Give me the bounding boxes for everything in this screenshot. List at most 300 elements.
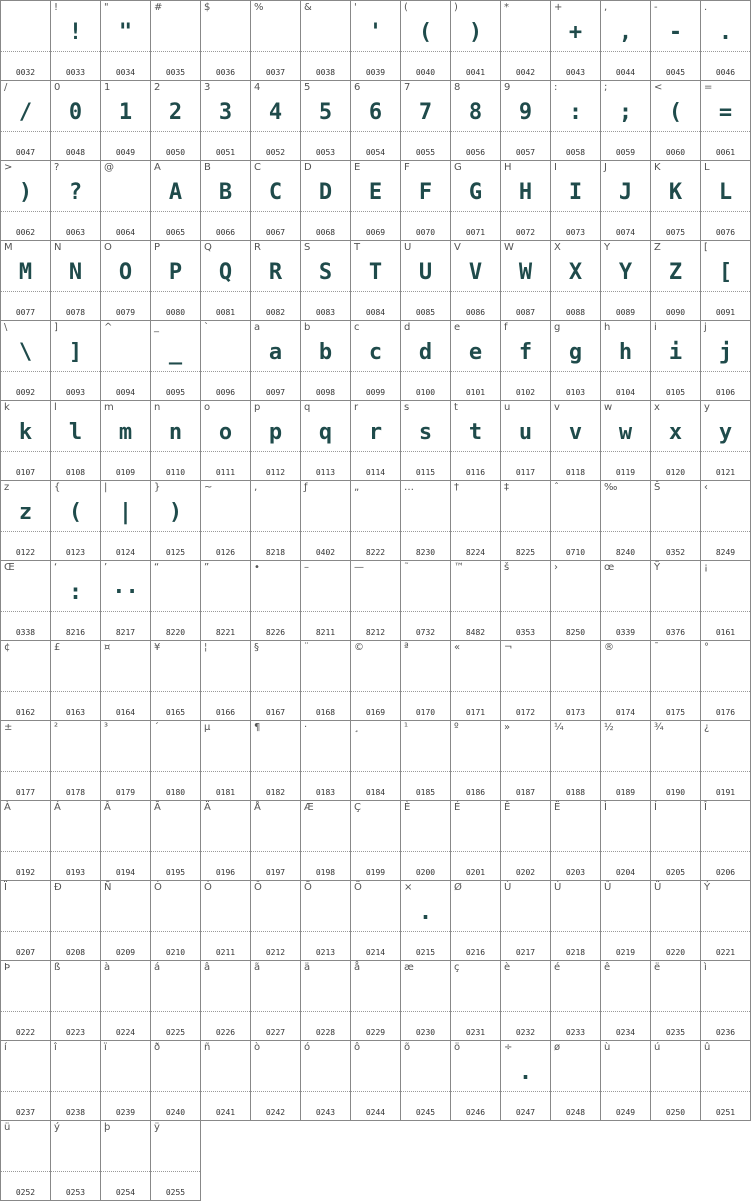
baseline-divider [651, 531, 700, 532]
baseline-divider [101, 1091, 150, 1092]
glyph-sample: i [668, 340, 683, 365]
glyph-cell [301, 961, 351, 1041]
baseline-divider [51, 611, 100, 612]
cell-code: 0057 [515, 148, 536, 157]
glyph-cell [51, 241, 101, 321]
cell-code: 0211 [215, 948, 236, 957]
cell-char-label: Á [54, 802, 61, 813]
cell-char-label: ë [654, 962, 661, 973]
glyph-cell [201, 1, 251, 81]
cell-char-label: ó [304, 1042, 311, 1053]
glyph-cell [551, 801, 601, 881]
cell-char-label: ‰ [604, 482, 618, 493]
cell-code: 0214 [365, 948, 386, 957]
glyph-cell [201, 801, 251, 881]
cell-char-label: Ã [154, 802, 161, 813]
glyph-cell [601, 561, 651, 641]
cell-char-label: t [454, 402, 458, 413]
glyph-sample: [ [718, 260, 733, 285]
cell-code: 0109 [115, 468, 136, 477]
baseline-divider [51, 771, 100, 772]
glyph-cell [301, 641, 351, 721]
cell-code: 0254 [115, 1188, 136, 1197]
glyph-sample: 6 [368, 100, 383, 125]
cell-char-label: À [4, 802, 11, 813]
glyph-cell [151, 561, 201, 641]
glyph-cell [1, 1, 51, 81]
baseline-divider [651, 1091, 700, 1092]
baseline-divider [201, 211, 250, 212]
baseline-divider [151, 1011, 200, 1012]
cell-code: 0181 [215, 788, 236, 797]
glyph-sample: y [718, 420, 733, 445]
glyph-cell [51, 961, 101, 1041]
baseline-divider [551, 611, 600, 612]
glyph-cell [201, 81, 251, 161]
glyph-cell [501, 321, 551, 401]
glyph-cell [201, 561, 251, 641]
cell-char-label: g [554, 322, 561, 333]
baseline-divider [501, 451, 550, 452]
cell-code: 0339 [615, 628, 636, 637]
cell-code: 0123 [65, 548, 86, 557]
cell-code: 0180 [165, 788, 186, 797]
cell-code: 8222 [365, 548, 386, 557]
glyph-sample: ·· [112, 580, 139, 605]
glyph-cell [51, 401, 101, 481]
glyph-sample: . [418, 900, 433, 925]
cell-char-label: ý [54, 1122, 60, 1133]
glyph-cell [551, 401, 601, 481]
baseline-divider [501, 611, 550, 612]
baseline-divider [151, 371, 200, 372]
glyph-cell [451, 801, 501, 881]
glyph-cell [651, 1041, 701, 1121]
glyph-sample: ? [68, 180, 83, 205]
cell-code: 0376 [665, 628, 686, 637]
cell-char-label: Š [654, 482, 661, 493]
baseline-divider [451, 691, 500, 692]
cell-code: 0056 [465, 148, 486, 157]
cell-code: 0112 [265, 468, 286, 477]
cell-char-label: ç [454, 962, 460, 973]
glyph-sample: o [218, 420, 233, 445]
cell-char-label: P [154, 242, 161, 253]
cell-code: 0161 [715, 628, 736, 637]
cell-char-label: i [654, 322, 657, 333]
baseline-divider [451, 1011, 500, 1012]
glyph-cell [601, 1041, 651, 1121]
glyph-cell [701, 241, 751, 321]
cell-char-label: › [554, 562, 558, 573]
baseline-divider [601, 1011, 650, 1012]
cell-char-label: Æ [304, 802, 314, 813]
baseline-divider [351, 451, 400, 452]
glyph-cell [251, 881, 301, 961]
baseline-divider [101, 851, 150, 852]
glyph-sample: g [568, 340, 583, 365]
cell-char-label: e [454, 322, 461, 333]
baseline-divider [501, 211, 550, 212]
cell-code: 0189 [615, 788, 636, 797]
cell-char-label: ° [704, 642, 709, 653]
baseline-divider [1, 131, 50, 132]
cell-char-label: Ä [204, 802, 211, 813]
baseline-divider [201, 451, 250, 452]
baseline-divider [401, 51, 450, 52]
baseline-divider [251, 931, 300, 932]
glyph-cell [1, 81, 51, 161]
glyph-sample: z [18, 500, 33, 525]
baseline-divider [501, 291, 550, 292]
cell-code: 0035 [165, 68, 186, 77]
baseline-divider [551, 931, 600, 932]
baseline-divider [651, 931, 700, 932]
cell-char-label: k [4, 402, 10, 413]
cell-char-label: Ò [154, 882, 162, 893]
cell-char-label: ¤ [104, 642, 111, 653]
cell-char-label: B [204, 162, 211, 173]
baseline-divider [701, 931, 750, 932]
cell-char-label: o [204, 402, 211, 413]
baseline-divider [101, 131, 150, 132]
glyph-sample: ! [68, 20, 83, 45]
cell-char-label: H [504, 162, 512, 173]
glyph-sample: " [118, 20, 133, 45]
glyph-sample: d [418, 340, 433, 365]
glyph-sample: l [68, 420, 83, 445]
cell-char-label: Ð [54, 882, 62, 893]
glyph-sample: ( [668, 100, 683, 125]
baseline-divider [401, 131, 450, 132]
cell-char-label: ; [604, 82, 608, 93]
glyph-sample: 5 [318, 100, 333, 125]
baseline-divider [501, 131, 550, 132]
glyph-sample: S [318, 260, 333, 285]
cell-char-label: õ [404, 1042, 411, 1053]
glyph-cell [301, 161, 351, 241]
glyph-cell [501, 961, 551, 1041]
cell-code: 0084 [365, 308, 386, 317]
glyph-cell [251, 721, 301, 801]
glyph-cell [151, 401, 201, 481]
glyph-sample: R [268, 260, 283, 285]
cell-char-label: r [354, 402, 359, 413]
glyph-cell [601, 881, 651, 961]
cell-char-label: j [704, 322, 707, 333]
glyph-cell [601, 481, 651, 561]
glyph-cell [701, 321, 751, 401]
cell-char-label: # [154, 2, 163, 13]
cell-code: 0234 [615, 1028, 636, 1037]
cell-code: 0239 [115, 1108, 136, 1117]
glyph-cell [651, 161, 701, 241]
cell-char-label: ^ [104, 322, 113, 333]
baseline-divider [101, 1171, 150, 1172]
glyph-cell [301, 1, 351, 81]
glyph-cell [101, 401, 151, 481]
cell-code: 0099 [365, 388, 386, 397]
baseline-divider [251, 451, 300, 452]
cell-char-label: ‘ [54, 562, 58, 573]
cell-code: 0067 [265, 228, 286, 237]
cell-char-label: ( [404, 2, 408, 13]
cell-char-label: Ÿ [654, 562, 661, 573]
cell-code: 0222 [15, 1028, 36, 1037]
cell-char-label: û [704, 1042, 711, 1053]
glyph-cell [151, 1041, 201, 1121]
glyph-cell [701, 81, 751, 161]
glyph-cell [151, 481, 201, 561]
cell-char-label: $ [204, 2, 211, 13]
cell-char-label: ú [654, 1042, 661, 1053]
cell-char-label: 3 [204, 82, 211, 93]
cell-char-label: ~ [204, 482, 213, 493]
glyph-cell [301, 241, 351, 321]
cell-char-label: b [304, 322, 311, 333]
glyph-cell [651, 241, 701, 321]
cell-char-label: Ú [554, 882, 562, 893]
glyph-sample: ( [418, 20, 433, 45]
baseline-divider [351, 931, 400, 932]
glyph-sample: H [518, 180, 533, 205]
cell-char-label: v [554, 402, 560, 413]
glyph-sample: / [18, 100, 33, 125]
glyph-sample: X [568, 260, 583, 285]
baseline-divider [301, 131, 350, 132]
glyph-sample: 1 [118, 100, 133, 125]
baseline-divider [601, 851, 650, 852]
cell-code: 0231 [465, 1028, 486, 1037]
glyph-cell [451, 161, 501, 241]
baseline-divider [201, 1011, 250, 1012]
baseline-divider [351, 691, 400, 692]
baseline-divider [101, 691, 150, 692]
baseline-divider [451, 1091, 500, 1092]
glyph-cell [651, 1, 701, 81]
glyph-sample: Q [218, 260, 233, 285]
cell-char-label: “ [154, 562, 160, 573]
glyph-sample: b [318, 340, 333, 365]
cell-code: 0221 [715, 948, 736, 957]
cell-char-label: l [54, 402, 57, 413]
cell-code: 0194 [115, 868, 136, 877]
glyph-cell [501, 561, 551, 641]
glyph-cell [651, 481, 701, 561]
glyph-cell [501, 161, 551, 241]
cell-code: 0169 [365, 708, 386, 717]
cell-code: 0094 [115, 388, 136, 397]
cell-code: 0232 [515, 1028, 536, 1037]
glyph-cell [201, 881, 251, 961]
cell-char-label: q [304, 402, 311, 413]
cell-code: 0048 [65, 148, 86, 157]
cell-char-label: ö [454, 1042, 461, 1053]
glyph-cell [101, 1, 151, 81]
baseline-divider [151, 451, 200, 452]
cell-char-label: ¥ [154, 642, 161, 653]
cell-code: 0045 [665, 68, 686, 77]
cell-code: 0106 [715, 388, 736, 397]
glyph-cell [201, 641, 251, 721]
glyph-cell [151, 161, 201, 241]
glyph-cell [251, 561, 301, 641]
glyph-sample: Z [668, 260, 683, 285]
baseline-divider [601, 51, 650, 52]
baseline-divider [251, 771, 300, 772]
cell-code: 0082 [265, 308, 286, 317]
cell-code: 8218 [265, 548, 286, 557]
cell-code: 0085 [415, 308, 436, 317]
glyph-cell [101, 481, 151, 561]
cell-code: 0116 [465, 468, 486, 477]
glyph-cell [651, 401, 701, 481]
cell-code: 0338 [15, 628, 36, 637]
glyph-sample: 3 [218, 100, 233, 125]
cell-char-label: ’ [104, 562, 108, 573]
glyph-cell [101, 641, 151, 721]
cell-code: 0219 [615, 948, 636, 957]
glyph-cell [151, 1, 201, 81]
baseline-divider [701, 451, 750, 452]
glyph-cell [201, 961, 251, 1041]
baseline-divider [101, 531, 150, 532]
cell-char-label: Ù [504, 882, 512, 893]
glyph-cell [351, 641, 401, 721]
baseline-divider [301, 1011, 350, 1012]
glyph-cell [501, 81, 551, 161]
cell-code: 0101 [465, 388, 486, 397]
cell-char-label: × [404, 882, 413, 893]
baseline-divider [551, 1011, 600, 1012]
cell-code: 0111 [215, 468, 236, 477]
glyph-cell [251, 961, 301, 1041]
glyph-sample: ; [618, 100, 633, 125]
glyph-cell [401, 801, 451, 881]
baseline-divider [201, 851, 250, 852]
baseline-divider [401, 691, 450, 692]
cell-code: 0183 [315, 788, 336, 797]
baseline-divider [251, 131, 300, 132]
glyph-cell [451, 641, 501, 721]
glyph-cell [251, 1, 301, 81]
cell-char-label: ì [704, 962, 707, 973]
baseline-divider [151, 1171, 200, 1172]
baseline-divider [501, 51, 550, 52]
cell-code: 0253 [65, 1188, 86, 1197]
baseline-divider [51, 451, 100, 452]
glyph-cell [401, 401, 451, 481]
cell-char-label: î [54, 1042, 57, 1053]
glyph-sample: r [368, 420, 383, 445]
baseline-divider [701, 211, 750, 212]
glyph-sample: U [418, 260, 433, 285]
baseline-divider [501, 371, 550, 372]
cell-code: 0115 [415, 468, 436, 477]
glyph-cell [301, 321, 351, 401]
cell-char-label: ÿ [154, 1122, 160, 1133]
cell-code: 0064 [115, 228, 136, 237]
cell-code: 0039 [365, 68, 386, 77]
baseline-divider [651, 851, 700, 852]
cell-code: 0114 [365, 468, 386, 477]
glyph-cell [401, 721, 451, 801]
baseline-divider [151, 291, 200, 292]
cell-code: 0058 [565, 148, 586, 157]
baseline-divider [151, 691, 200, 692]
cell-char-label: £ [54, 642, 61, 653]
cell-char-label: » [504, 722, 511, 733]
baseline-divider [651, 371, 700, 372]
baseline-divider [601, 531, 650, 532]
cell-code: 0043 [565, 68, 586, 77]
cell-code: 8240 [615, 548, 636, 557]
baseline-divider [101, 451, 150, 452]
cell-code: 0088 [565, 308, 586, 317]
glyph-cell [251, 241, 301, 321]
baseline-divider [401, 291, 450, 292]
glyph-sample: = [718, 100, 733, 125]
cell-char-label: ¹ [404, 722, 409, 733]
cell-char-label: C [254, 162, 261, 173]
cell-char-label: ® [604, 642, 614, 653]
cell-code: 8250 [565, 628, 586, 637]
baseline-divider [251, 211, 300, 212]
cell-code: 0209 [115, 948, 136, 957]
cell-code: 0176 [715, 708, 736, 717]
cell-char-label: · [304, 722, 308, 733]
baseline-divider [351, 1011, 400, 1012]
cell-char-label: R [254, 242, 261, 253]
cell-char-label: ¯ [654, 642, 659, 653]
baseline-divider [301, 291, 350, 292]
cell-char-label: X [554, 242, 561, 253]
cell-code: 0036 [215, 68, 236, 77]
baseline-divider [351, 1091, 400, 1092]
glyph-sample: ) [168, 500, 183, 525]
cell-char-label: } [154, 482, 161, 493]
baseline-divider [101, 611, 150, 612]
cell-code: 0092 [15, 388, 36, 397]
cell-char-label: þ [104, 1122, 111, 1133]
cell-code: 0077 [15, 308, 36, 317]
glyph-cell [401, 161, 451, 241]
cell-code: 0072 [515, 228, 536, 237]
cell-code: 0245 [415, 1108, 436, 1117]
cell-code: 0210 [165, 948, 186, 957]
cell-char-label: A [154, 162, 161, 173]
cell-char-label: ü [4, 1122, 11, 1133]
cell-code: 0243 [315, 1108, 336, 1117]
cell-code: 0066 [215, 228, 236, 237]
cell-code: 0086 [465, 308, 486, 317]
baseline-divider [301, 531, 350, 532]
cell-char-label: M [4, 242, 13, 253]
cell-code: 0216 [465, 948, 486, 957]
glyph-sample: V [468, 260, 483, 285]
cell-char-label: ß [54, 962, 61, 973]
baseline-divider [551, 291, 600, 292]
cell-char-label: Õ [304, 882, 312, 893]
baseline-divider [201, 531, 250, 532]
baseline-divider [101, 771, 150, 772]
cell-char-label: Í [654, 802, 657, 813]
glyph-cell [451, 1, 501, 81]
cell-char-label: ½ [604, 722, 614, 733]
glyph-cell [51, 641, 101, 721]
glyph-cell [351, 401, 401, 481]
cell-code: 0402 [315, 548, 336, 557]
